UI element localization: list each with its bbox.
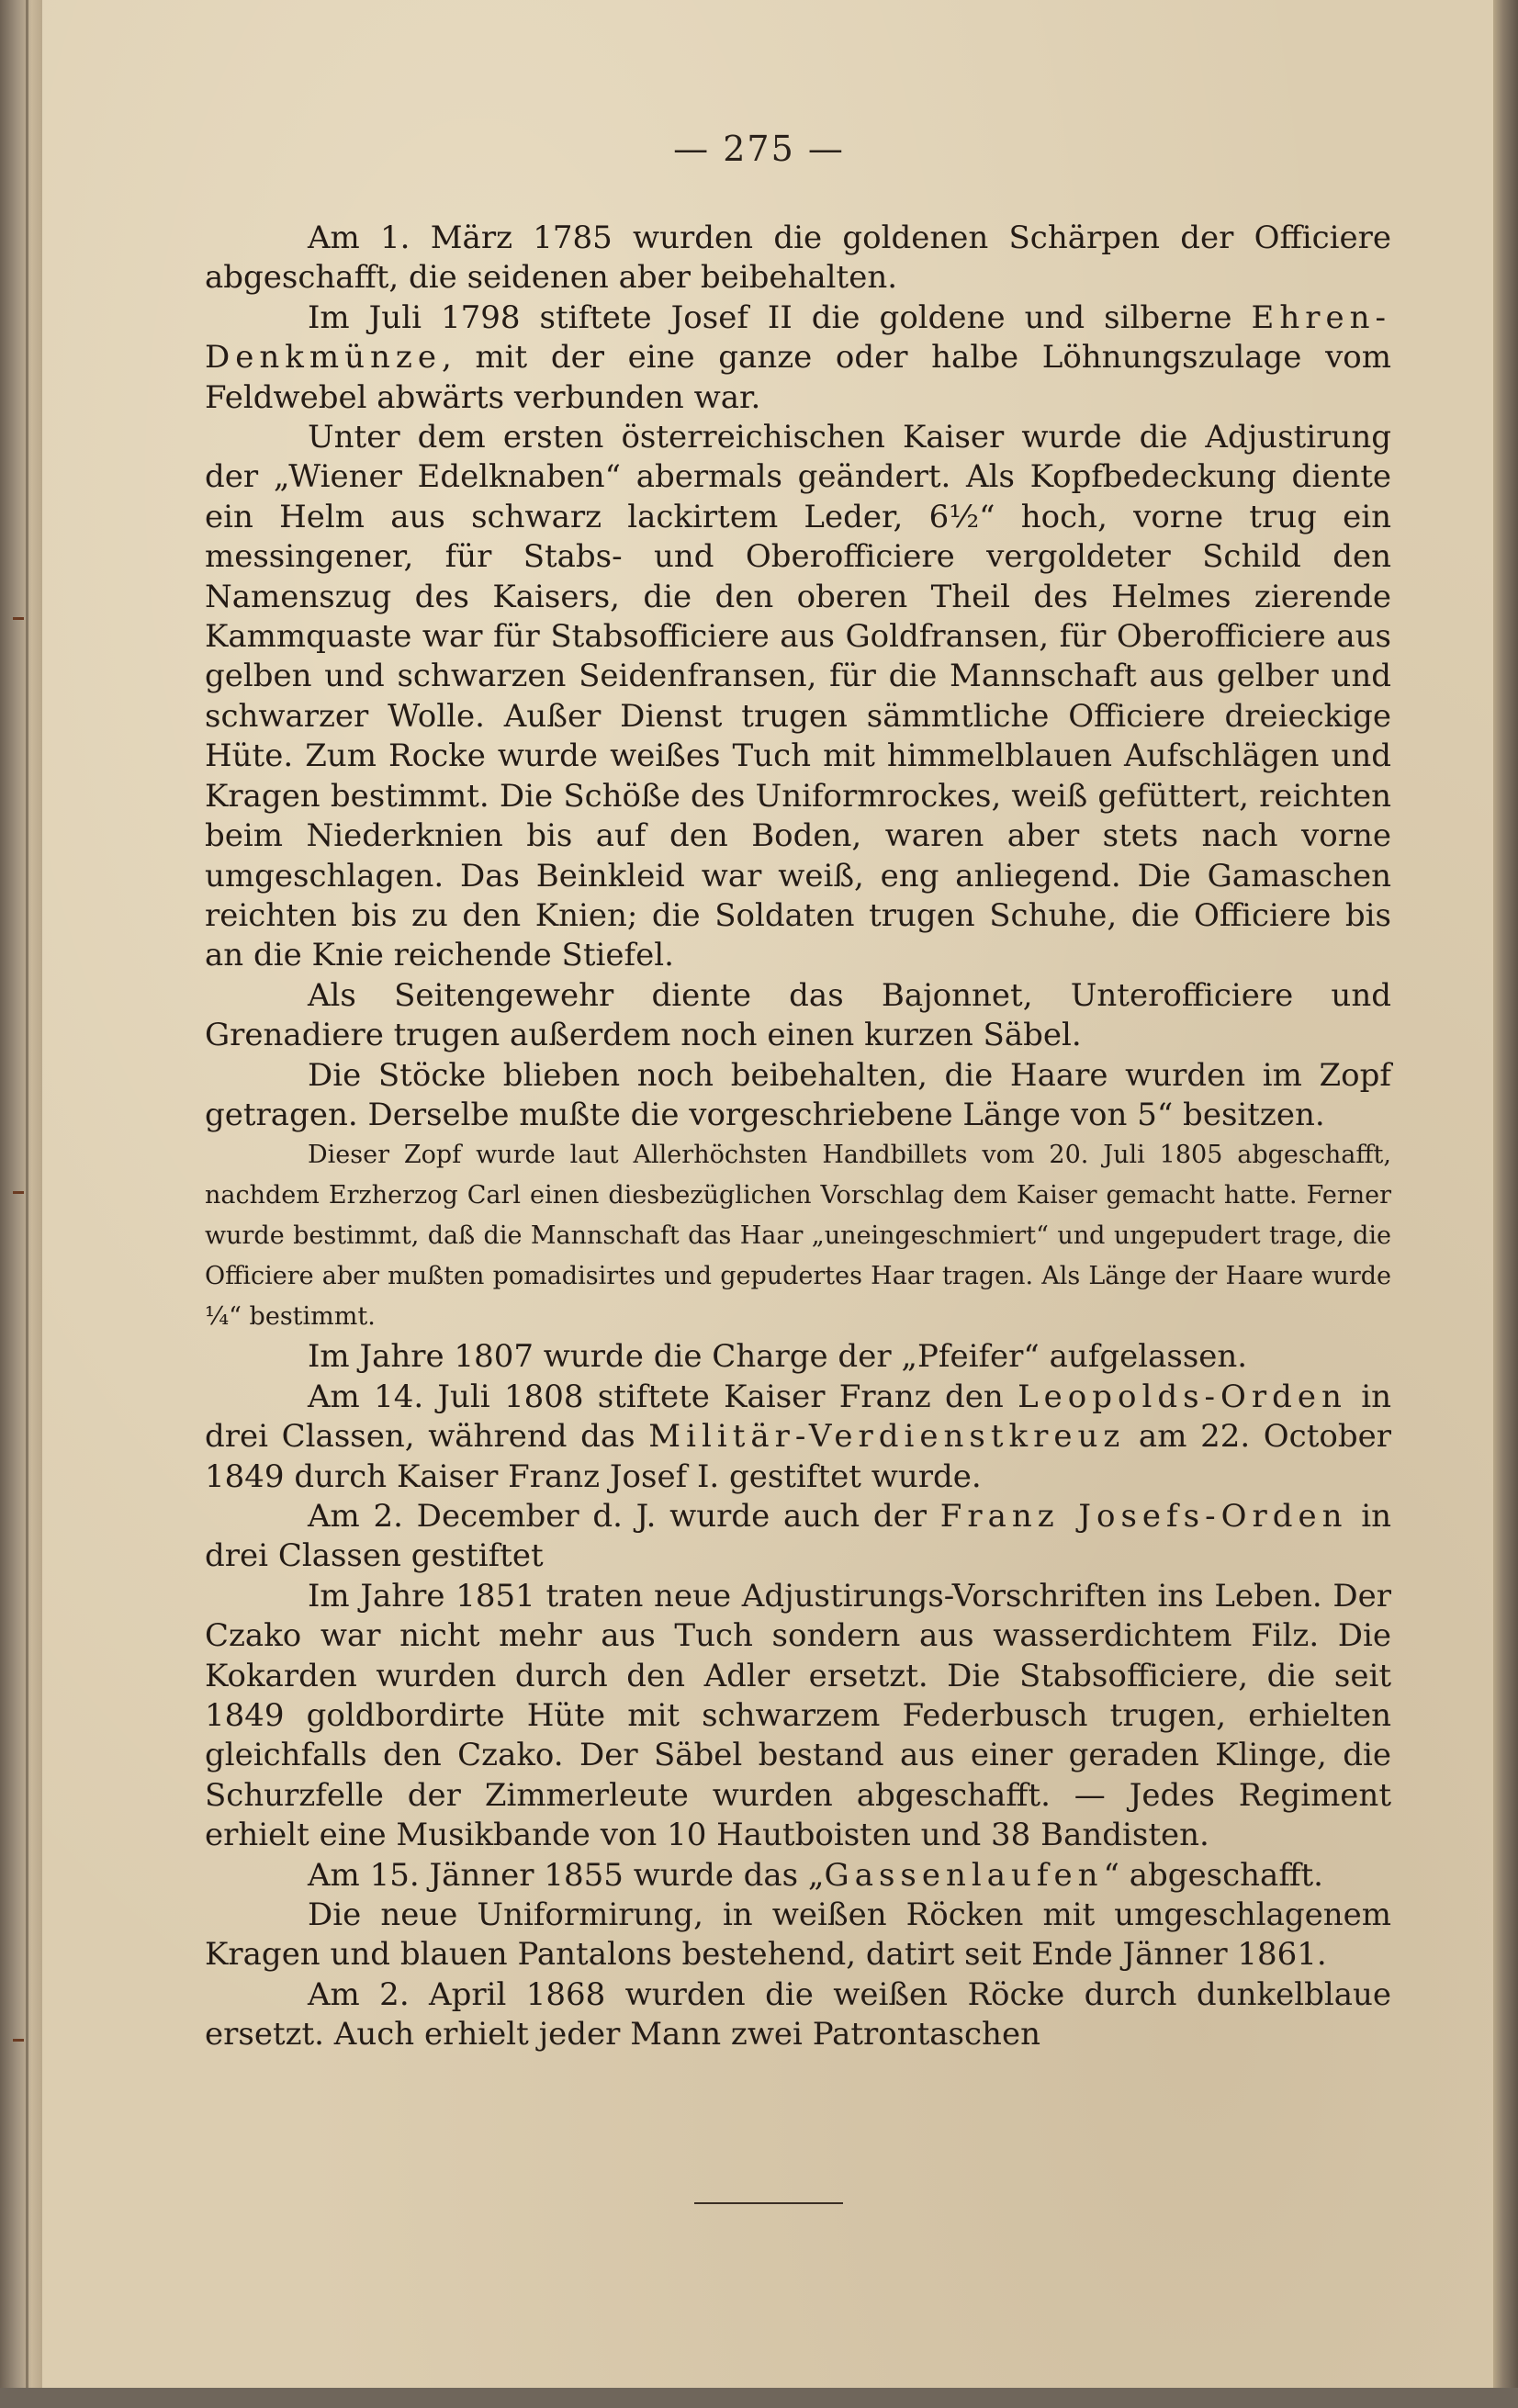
spaced-term: Militär-Verdienstkreuz — [648, 1418, 1126, 1456]
end-rule — [694, 2202, 843, 2204]
text-run: Im Juli 1798 stiftete Josef II die goldene und silberne — [308, 298, 1252, 336]
paragraph — [205, 1378, 1391, 1497]
paragraph: Die neue Uniformirung, in weißen Röcken mit umgeschlagenem Kragen und blauen Pantalons bestehend, datirt seit Ende Jänner 1861. — [205, 1896, 1391, 1974]
book-spine-edge — [0, 0, 42, 2408]
page-right-edge — [1493, 0, 1518, 2408]
text-run: Am 15. Jänner 1855 wurde das „ — [308, 1856, 825, 1894]
spaced-term: Leopolds-Orden — [1018, 1378, 1347, 1415]
body-text — [205, 219, 1391, 2055]
text-run: Am 2. December d. J. wurde auch der — [308, 1497, 940, 1535]
paragraph — [205, 1856, 1391, 1896]
binding-thread-mark — [13, 2039, 24, 2042]
text-run: in drei Classen, während das — [205, 1378, 1391, 1456]
paragraph: Am 2. April 1868 wurden die weißen Röcke durch dunkelblaue ersetzt. Auch erhielt jeder Mann zwei Patrontaschen — [205, 1975, 1391, 2054]
paragraph: Als Seitengewehr diente das Bajonnet, Unterofficiere und Grenadiere trugen außerdem noch einen kurzen Säbel. — [205, 976, 1391, 1054]
binding-thread-mark — [13, 617, 24, 620]
text-run: in drei Classen gestiftet — [205, 1497, 1391, 1575]
paragraph: Am 1. März 1785 wurden die goldenen Schärpen der Officiere abgeschafft, die seidenen aber beibehalten. — [205, 219, 1391, 297]
small-print-note: Dieser Zopf wurde laut Allerhöchsten Handbillets vom 20. Juli 1805 abgeschafft, nachdem Erzherzog Carl einen diesbezüglichen Vorschlag dem Kaiser gemacht hatte. Ferner wurde bestimmt, daß die Mannschaft das Haar „uneingeschmiert“ und ungepudert trage, die Officiere aber mußten pomadisirtes und gepudertes Haar tragen. Als Länge der Haare wurde ¼“ bestimmt. — [205, 1141, 1391, 1332]
spine-shadow-line — [26, 0, 28, 2408]
paragraph: Im Jahre 1807 wurde die Charge der „Pfeifer“ aufgelassen. — [308, 1338, 1248, 1376]
text-run: am 22. October 1849 durch Kaiser Franz Josef I. gestiftet wurde. — [205, 1418, 1391, 1495]
paragraph — [205, 298, 1391, 418]
paragraph: Die Stöcke blieben noch beibehalten, die Haare wurden im Zopf getragen. Derselbe mußte die vorgeschriebene Länge von 5“ besitzen. — [205, 1056, 1391, 1133]
page-number: — 275 — — [673, 129, 845, 169]
text-run: “ abgeschafft. — [1103, 1856, 1323, 1894]
text-run: , mit der eine ganze oder halbe Löhnungszulage vom Feldwebel abwärts verbunden war. — [205, 339, 1391, 416]
paragraph: Im Jahre 1851 traten neue Adjustirungs-Vorschriften ins Leben. Der Czako war nicht mehr aus Tuch sondern aus wasserdichtem Filz. Die Kokarden wurden durch den Adler ersetzt. Die Stabsofficiere, die seit 1849 goldbordirte Hüte mit schwarzem Federbusch trugen, erhielten gleichfalls den Czako. Der Säbel bestand aus einer geraden Klinge, die Schurzfelle der Zimmerleute wurden abgeschafft. — Jedes Regiment erhielt eine Musikbande von 10 Hautboisten und 38 Bandisten. — [205, 1577, 1391, 1854]
spaced-term: Franz Josefs-Orden — [939, 1497, 1348, 1535]
spaced-term: Ehren-Denkmünze — [205, 298, 1391, 377]
paragraph: Unter dem ersten österreichischen Kaiser wurde die Adjustirung der „Wiener Edelknaben“ abermals geändert. Als Kopfbedeckung diente ein Helm aus schwarz lackirtem Leder, 6½“ hoch, vorne trug ein messingener, für Stabs- und Oberofficiere vergoldeter Schild den Namenszug des Kaisers, die den oberen Theil des Helmes zierende Kammquaste war für Stabsofficiere aus Goldfransen, für Oberofficiere aus gelben und schwarzen Seidenfransen, für die Mannschaft aus gelber und schwarzer Wolle. Außer Dienst trugen sämmtliche Officiere dreieckige Hüte. Zum Rocke wurde weißes Tuch mit himmelblauen Aufschlägen und Kragen bestimmt. Die Schöße des Uniformrockes, weiß gefüttert, reichten beim Niederknien bis auf den Boden, waren aber stets nach vorne umgeschlagen. Das Beinkleid war weiß, eng anliegend. Die Gamaschen reichten bis zu den Knien; die Soldaten trugen Schuhe, die Officiere bis an die Knie reichende Stiefel. — [205, 419, 1391, 974]
spaced-term: Gassenlaufen — [824, 1856, 1104, 1894]
paragraph — [205, 1497, 1391, 1577]
text-run: Am 14. Juli 1808 stiftete Kaiser Franz den — [308, 1378, 1018, 1415]
binding-thread-mark — [13, 1191, 24, 1194]
page-bottom-edge — [0, 2388, 1518, 2408]
